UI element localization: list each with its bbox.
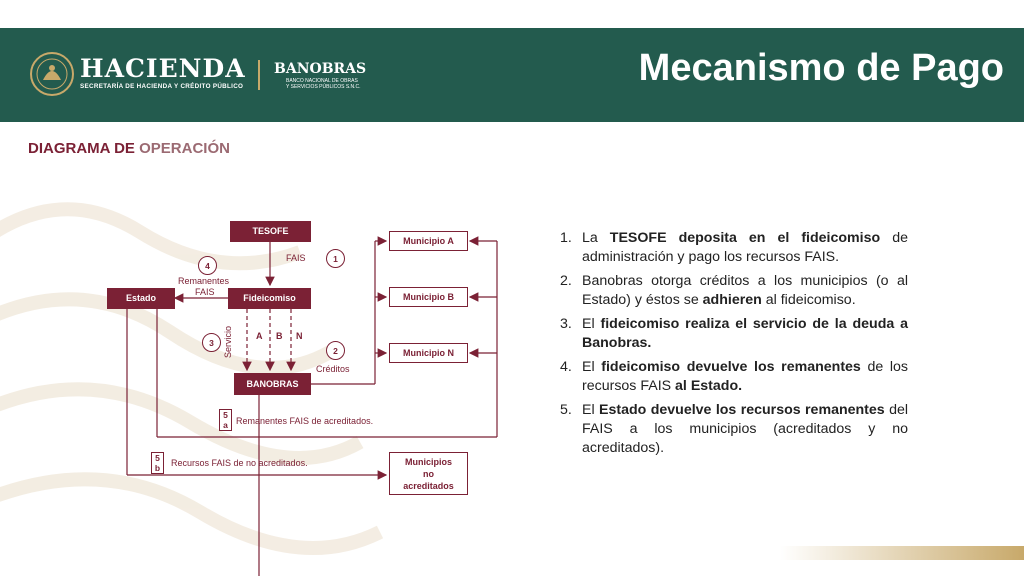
- step-number: 1.: [560, 230, 572, 246]
- label-remanentes-acreditados: Remanentes FAIS de acreditados.: [236, 416, 374, 426]
- step-text: de administración y pago los recursos FAIS.: [582, 230, 908, 265]
- node-fideicomiso: Fideicomiso: [228, 288, 311, 309]
- label-remanentes-fais: FAIS: [195, 287, 215, 297]
- step-text: El: [582, 316, 601, 332]
- logo-hacienda-subtitle: SECRETARÍA DE HACIENDA Y CRÉDITO PÚBLICO: [80, 83, 244, 90]
- step-text: Estado devuelve los recursos remanentes: [599, 402, 885, 418]
- step-number: 3.: [560, 316, 572, 332]
- step-item: [560, 315, 908, 353]
- step-item: [560, 272, 908, 310]
- step-5b-letter: b: [154, 463, 161, 473]
- mun-no-line-2: no: [423, 469, 434, 479]
- step-item: [560, 401, 908, 458]
- node-municipio-a: Municipio A: [389, 231, 468, 251]
- step-item: [560, 358, 908, 396]
- banobras-subtitle-line-1: BANCO NACIONAL DE OBRAS: [286, 78, 358, 84]
- step-text: La: [582, 230, 610, 246]
- step-label-5b: [151, 452, 164, 474]
- label-n: N: [296, 331, 303, 341]
- step-number: 4.: [560, 359, 572, 375]
- step-5b-num: 5: [155, 453, 160, 463]
- footer-gradient-bar: [780, 546, 1024, 560]
- mun-no-line-1: Municipios: [405, 457, 452, 467]
- logo-banobras: BANOBRAS: [274, 61, 367, 77]
- node-tesofe: TESOFE: [230, 221, 311, 242]
- page-title: Mecanismo de Pago: [638, 47, 1004, 89]
- step-text: El: [582, 359, 602, 375]
- step-text: Banobras otorga créditos a los municipios (o al Estado) y éstos se: [582, 273, 908, 308]
- step-circle-2: 2: [326, 341, 345, 360]
- step-circle-3: 3: [202, 333, 221, 352]
- step-text: al Estado.: [675, 378, 743, 394]
- node-estado: Estado: [107, 288, 175, 309]
- step-text: TESOFE deposita en el fideicomiso: [609, 230, 881, 246]
- step-label-5a: [219, 409, 232, 431]
- step-5a-letter: a: [223, 420, 228, 430]
- step-text: de los recursos FAIS: [582, 359, 908, 394]
- step-item: [560, 229, 908, 267]
- steps-list: [560, 229, 908, 463]
- step-number: 2.: [560, 273, 572, 289]
- label-remanentes: Remanentes: [178, 276, 230, 286]
- label-fais: FAIS: [286, 253, 306, 263]
- mun-no-line-3: acreditados: [403, 481, 454, 491]
- step-text: fideicomiso devuelve los remanentes: [601, 359, 861, 375]
- label-recursos-no-acreditados: Recursos FAIS de no acreditados.: [171, 458, 308, 468]
- label-creditos: Créditos: [316, 364, 350, 374]
- step-text: al fideicomiso.: [761, 292, 856, 308]
- label-b: B: [276, 331, 283, 341]
- step-text: El: [582, 402, 600, 418]
- step-circle-4: 4: [198, 256, 217, 275]
- label-servicio: Servicio: [223, 325, 233, 358]
- banobras-subtitle-line-2: Y SERVICIOS PÚBLICOS S.N.C.: [286, 84, 361, 90]
- step-text: adhieren: [702, 292, 762, 308]
- step-circle-1: 1: [326, 249, 345, 268]
- node-municipios-no-acreditados: [389, 452, 468, 495]
- logo-hacienda: HACIENDA: [80, 54, 246, 83]
- node-municipio-n: Municipio N: [389, 343, 468, 363]
- step-text: del FAIS a los municipios (acreditados y no acreditados).: [582, 402, 909, 456]
- node-banobras: BANOBRAS: [234, 373, 311, 395]
- section-title-rest: OPERACIÓN: [139, 140, 230, 157]
- section-title-bold: DIAGRAMA DE: [28, 140, 135, 157]
- label-a: A: [256, 331, 263, 341]
- step-text: fideicomiso realiza el servicio de la deuda a Banobras.: [582, 316, 909, 351]
- step-number: 5.: [560, 402, 572, 418]
- step-5a-num: 5: [223, 410, 228, 420]
- node-municipio-b: Municipio B: [389, 287, 468, 307]
